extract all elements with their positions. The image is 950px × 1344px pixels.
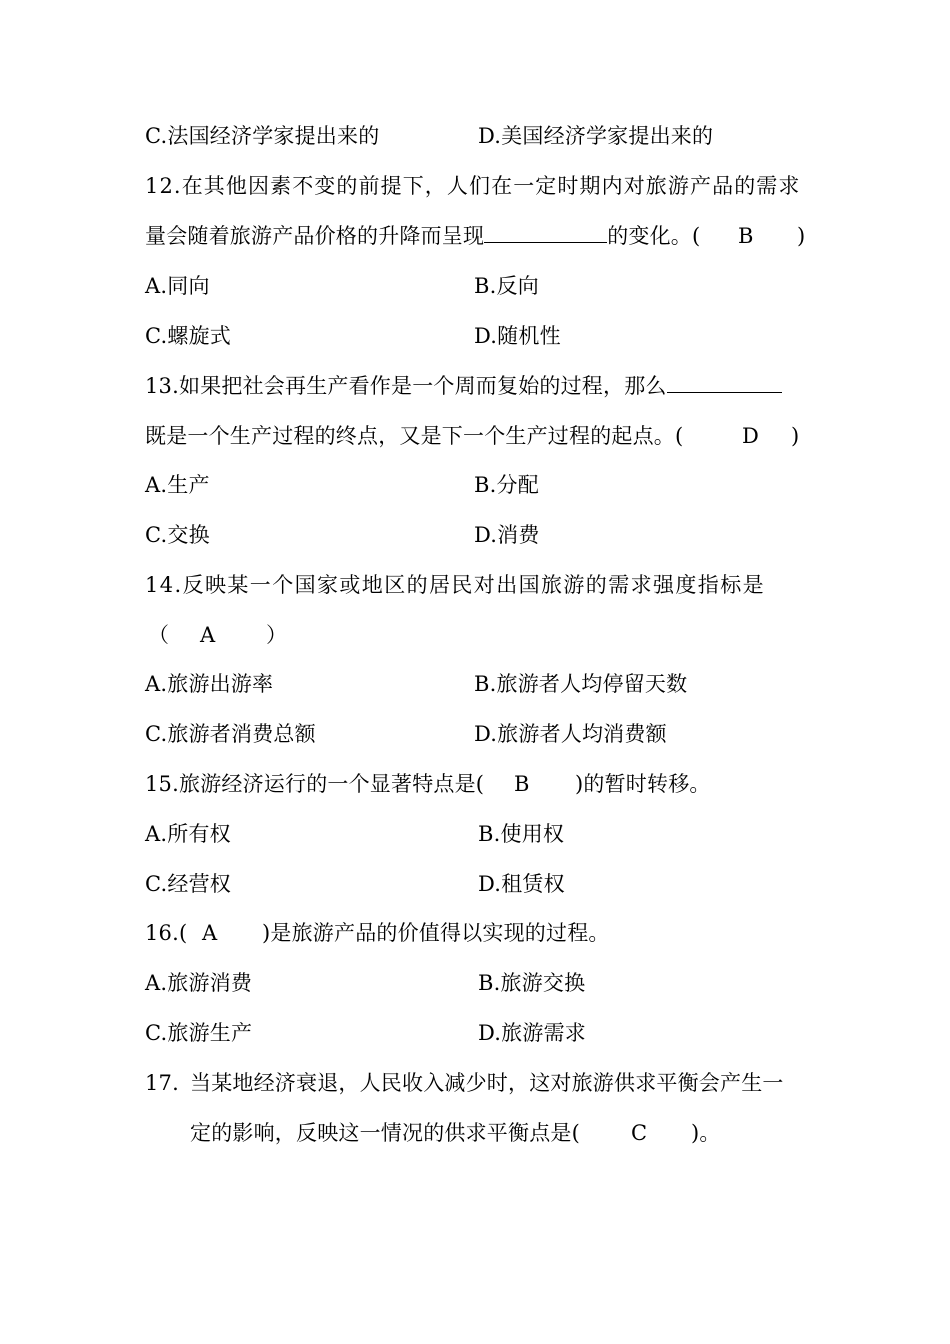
- q12-option-a: A.同向: [145, 274, 210, 298]
- q12-option-c: C.螺旋式: [145, 324, 231, 348]
- q13-option-b: B.分配: [474, 473, 539, 497]
- q16-option-a: A.旅游消费: [145, 971, 253, 995]
- q13-close-paren: ): [791, 424, 800, 448]
- q15-option-d: D.租赁权: [478, 872, 565, 896]
- q13-stem-line2: 既是一个生产过程的终点，又是下一个生产过程的起点。(: [145, 424, 684, 448]
- q16-stem-post: )是旅游产品的价值得以实现的过程。: [262, 921, 610, 945]
- q12-stem-line2-post: 的变化。(: [607, 224, 701, 248]
- q13-option-a: A.生产: [145, 473, 210, 497]
- q17-stem-line2-post: )。: [691, 1121, 721, 1145]
- q13-stem-line1-text: 13.如果把社会再生产看作是一个周而复始的过程，那么: [145, 374, 667, 398]
- q16-stem-pre: 16.(: [145, 921, 188, 945]
- q12-stem-line1: 12.在其他因素不变的前提下，人们在一定时期内对旅游产品的需求: [145, 174, 801, 198]
- q14-option-c: C.旅游者消费总额: [145, 722, 316, 746]
- q15-option-a: A.所有权: [145, 822, 231, 846]
- q13-stem-line1: [145, 371, 782, 401]
- q17-number: 17.: [145, 1071, 179, 1095]
- q14-option-d: D.旅游者人均消费额: [474, 722, 667, 746]
- q14-option-a: A.旅游出游率: [145, 672, 274, 696]
- q12-fill-blank: [484, 222, 607, 243]
- q13-option-c: C.交换: [145, 523, 210, 547]
- q14-answer: A: [200, 623, 216, 647]
- q11-option-c: C.法国经济学家提出来的: [145, 124, 380, 148]
- q12-stem-line2-pre: 量会随着旅游产品价格的升降而呈现: [145, 224, 485, 248]
- q12-option-d: D.随机性: [474, 324, 561, 348]
- q15-stem-pre: 15.旅游经济运行的一个显著特点是(: [145, 772, 485, 796]
- q15-option-c: C.经营权: [145, 872, 231, 896]
- q16-option-c: C.旅游生产: [145, 1021, 253, 1045]
- q15-option-b: B.使用权: [478, 822, 565, 846]
- q17-answer: C: [631, 1121, 648, 1145]
- q14-close-paren: ）: [266, 623, 288, 647]
- q14-open-paren: （: [148, 623, 170, 647]
- q11-option-d: D.美国经济学家提出来的: [478, 124, 714, 148]
- q12-close-paren: ): [797, 224, 806, 248]
- q13-option-d: D.消费: [474, 523, 540, 547]
- q16-option-b: B.旅游交换: [478, 971, 586, 995]
- q17-stem-line1: 当某地经济衰退，人民收入减少时，这对旅游供求平衡会产生一: [190, 1071, 784, 1095]
- q16-answer: A: [202, 921, 218, 945]
- q17-stem-line2-pre: 定的影响，反映这一情况的供求平衡点是(: [190, 1121, 580, 1145]
- q14-stem-line1: 14.反映某一个国家或地区的居民对出国旅游的需求强度指标是: [145, 573, 765, 597]
- q15-stem-post: )的暂时转移。: [575, 772, 711, 796]
- q14-option-b: B.旅游者人均停留天数: [474, 672, 688, 696]
- q16-option-d: D.旅游需求: [478, 1021, 586, 1045]
- q12-stem-line2: [145, 221, 700, 251]
- q13-answer: D: [742, 424, 760, 448]
- q15-answer: B: [514, 772, 530, 796]
- q13-fill-blank: [667, 372, 782, 393]
- q12-option-b: B.反向: [474, 274, 539, 298]
- q12-answer: B: [738, 224, 754, 248]
